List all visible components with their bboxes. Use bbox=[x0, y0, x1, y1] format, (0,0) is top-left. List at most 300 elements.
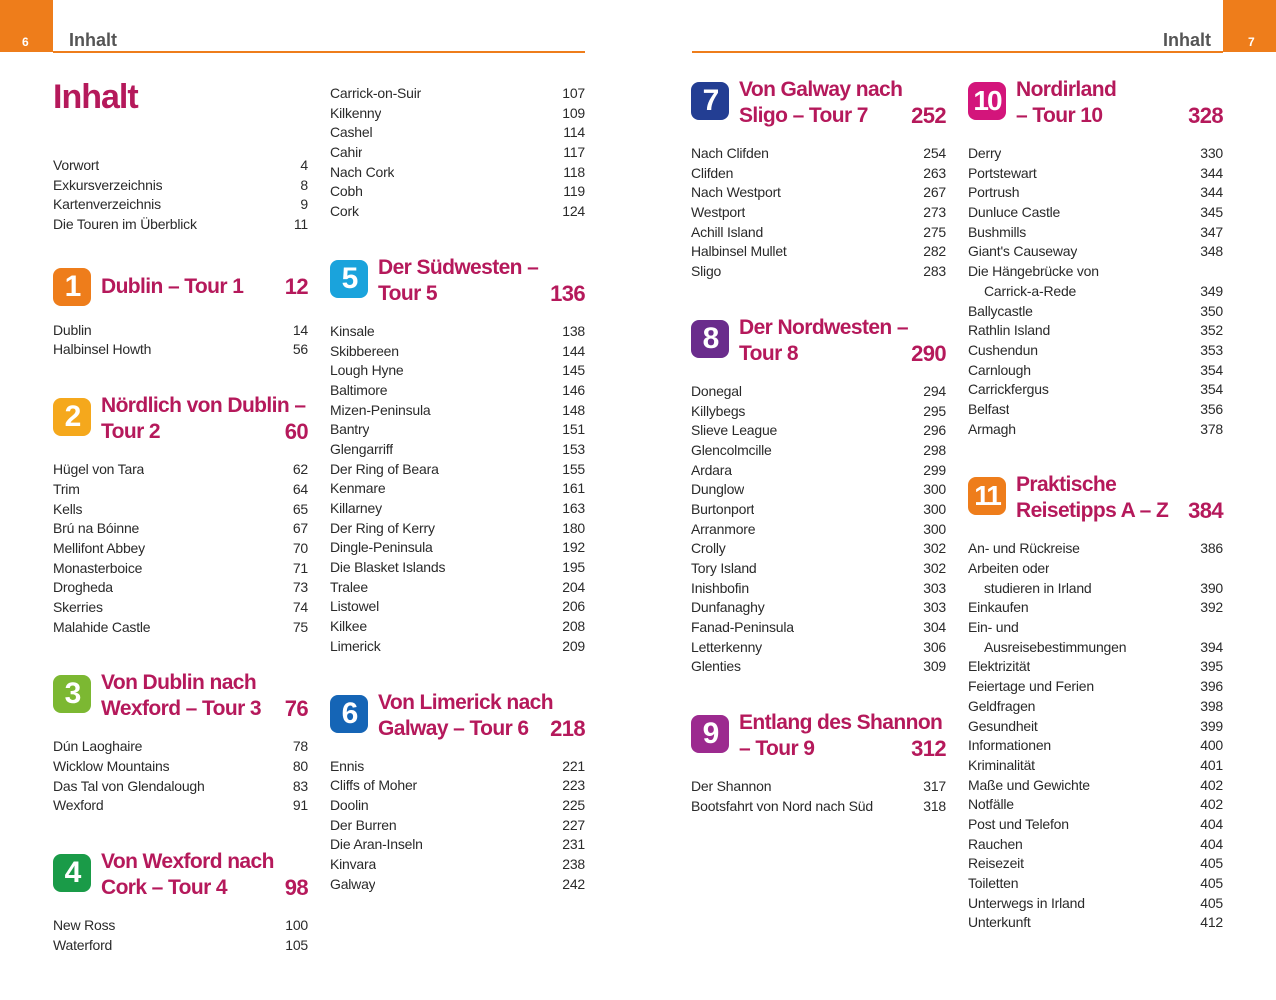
entry-page: 71 bbox=[292, 559, 308, 576]
header-rule-left bbox=[53, 51, 585, 53]
entry-title: Bantry bbox=[330, 421, 370, 438]
entry-title: Ballycastle bbox=[968, 302, 1033, 319]
section-title-line bbox=[101, 875, 308, 901]
toc-entry bbox=[330, 143, 585, 163]
entry-title: Der Ring of Beara bbox=[330, 460, 439, 477]
tour-number-badge: 6 bbox=[330, 695, 368, 733]
entry-page: 209 bbox=[562, 637, 585, 654]
entry-title: Nach Westport bbox=[691, 184, 781, 201]
toc-entry bbox=[691, 777, 946, 797]
entry-page: 386 bbox=[1200, 540, 1223, 557]
entry-title: Kartenverzeichnis bbox=[53, 196, 161, 213]
toc-entry bbox=[330, 479, 585, 499]
entry-title: Doolin bbox=[330, 796, 369, 813]
section-heading bbox=[53, 670, 308, 722]
entry-title: Achill Island bbox=[691, 223, 764, 240]
entry-title: Slieve League bbox=[691, 422, 778, 439]
toc-column-2 bbox=[330, 84, 585, 894]
entry-title: Bushmills bbox=[968, 223, 1027, 240]
toc-entry bbox=[968, 894, 1223, 914]
section-title-text: Tour 2 bbox=[101, 420, 161, 444]
entry-page: 14 bbox=[292, 321, 308, 338]
entry-title: Armagh bbox=[968, 420, 1016, 437]
section-heading bbox=[968, 472, 1223, 524]
entry-page: 318 bbox=[923, 797, 946, 814]
tour-section-8 bbox=[691, 315, 946, 677]
tour-number-badge: 1 bbox=[53, 268, 91, 306]
entry-title: Carrickfergus bbox=[968, 381, 1049, 398]
section-page: 60 bbox=[284, 419, 308, 445]
section-title-text: Dublin – Tour 1 bbox=[101, 274, 244, 298]
entry-title: Listowel bbox=[330, 598, 379, 615]
entry-title: Carrick-a-Rede bbox=[984, 282, 1077, 299]
entry-page: 83 bbox=[292, 777, 308, 794]
entry-title: Das Tal von Glendalough bbox=[53, 777, 205, 794]
tour-number-badge: 5 bbox=[330, 260, 368, 298]
entry-title: Reisezeit bbox=[968, 855, 1024, 872]
entry-title: Geldfragen bbox=[968, 697, 1036, 714]
toc-entry bbox=[330, 420, 585, 440]
entry-title: Ardara bbox=[691, 461, 732, 478]
entry-page: 105 bbox=[285, 936, 308, 953]
entry-title: Vorwort bbox=[53, 157, 100, 173]
section-title-line bbox=[1016, 103, 1223, 129]
entry-page: 303 bbox=[923, 579, 946, 596]
section-page: 312 bbox=[911, 736, 946, 762]
toc-entry bbox=[691, 441, 946, 461]
toc-entry bbox=[53, 480, 308, 500]
entry-title: Kilkenny bbox=[330, 104, 382, 121]
toc-column-1 bbox=[53, 80, 308, 955]
toc-entry bbox=[330, 499, 585, 519]
entry-title: Die Blasket Islands bbox=[330, 559, 446, 576]
toc-entry bbox=[330, 855, 585, 875]
toc-entry bbox=[53, 195, 308, 215]
entry-title: Monasterboice bbox=[53, 559, 143, 576]
entry-title: Cashel bbox=[330, 124, 373, 141]
entry-page: 396 bbox=[1200, 678, 1223, 695]
entry-title: Sligo bbox=[691, 263, 722, 280]
entry-page: 295 bbox=[923, 402, 946, 419]
entry-title: Kinsale bbox=[330, 322, 375, 339]
entry-page: 275 bbox=[923, 223, 946, 240]
section-page: 328 bbox=[1188, 103, 1223, 128]
entry-page: 138 bbox=[562, 322, 585, 339]
entry-title: Waterford bbox=[53, 936, 113, 953]
tour-section-3 bbox=[53, 670, 308, 816]
entry-page: 390 bbox=[1200, 579, 1223, 596]
entry-title: Inishbofin bbox=[691, 579, 749, 596]
section-title-text: Cork – Tour 4 bbox=[101, 876, 228, 900]
toc-entry bbox=[330, 519, 585, 539]
entry-page: 75 bbox=[292, 618, 308, 635]
toc-entry bbox=[330, 538, 585, 558]
toc-entry bbox=[968, 559, 1223, 579]
toc-entry bbox=[968, 341, 1223, 361]
toc-entry bbox=[691, 262, 946, 282]
section-heading bbox=[330, 255, 585, 307]
running-header-left: Inhalt bbox=[69, 30, 117, 50]
section-title-line: Nördlich von Dublin – bbox=[101, 394, 306, 418]
entry-title: Kriminalität bbox=[968, 756, 1035, 773]
section-title bbox=[739, 710, 946, 762]
tour-number-badge: 8 bbox=[691, 320, 729, 358]
entry-title: Kenmare bbox=[330, 480, 386, 497]
toc-entry bbox=[968, 262, 1223, 282]
entry-title: studieren in Irland bbox=[984, 579, 1092, 596]
entry-title: Dingle-Peninsula bbox=[330, 539, 433, 556]
entry-title: Galway bbox=[330, 875, 376, 892]
entry-title: Unterkunft bbox=[968, 914, 1031, 931]
toc-entry bbox=[53, 559, 308, 579]
toc-entry bbox=[330, 361, 585, 381]
entry-page: 282 bbox=[923, 243, 946, 260]
entry-page: 62 bbox=[292, 461, 308, 478]
entry-title: Cushendun bbox=[968, 341, 1038, 358]
toc-entry bbox=[968, 618, 1223, 638]
entry-title: Arbeiten oder bbox=[968, 560, 1050, 576]
entry-title: Die Aran-Inseln bbox=[330, 836, 423, 853]
entry-title: Tory Island bbox=[691, 560, 757, 576]
entry-title: Derry bbox=[968, 145, 1002, 161]
entry-page: 192 bbox=[562, 539, 585, 556]
toc-entry bbox=[968, 400, 1223, 420]
section-page: 384 bbox=[1188, 498, 1223, 524]
entry-title: Skibbereen bbox=[330, 342, 399, 359]
entry-page: 78 bbox=[292, 738, 308, 755]
entry-title: Glengarriff bbox=[330, 440, 393, 457]
page-number-tab-right bbox=[1223, 0, 1276, 52]
entry-page: 109 bbox=[562, 104, 585, 121]
entry-title: Feiertage und Ferien bbox=[968, 678, 1094, 695]
tour-number-badge: 2 bbox=[53, 398, 91, 436]
entry-page: 56 bbox=[292, 341, 308, 358]
section-title bbox=[378, 255, 585, 307]
section-title-line bbox=[739, 103, 946, 129]
entry-page: 296 bbox=[923, 422, 946, 439]
toc-entry bbox=[691, 797, 946, 817]
toc-entry bbox=[53, 340, 308, 360]
toc-entry bbox=[968, 164, 1223, 184]
entry-page: 231 bbox=[562, 836, 585, 853]
toc-entry bbox=[968, 717, 1223, 737]
entry-page: 294 bbox=[923, 382, 946, 399]
entry-title: Wexford bbox=[53, 797, 104, 814]
toc-entry bbox=[330, 182, 585, 202]
toc-entry bbox=[968, 203, 1223, 223]
toc-entry bbox=[330, 578, 585, 598]
section-title-text: Wexford – Tour 3 bbox=[101, 697, 261, 721]
toc-entry bbox=[53, 578, 308, 598]
toc-entry bbox=[691, 402, 946, 422]
toc-entry bbox=[968, 302, 1223, 322]
toc-entry bbox=[968, 756, 1223, 776]
entry-page: 405 bbox=[1200, 894, 1223, 911]
entry-page: 302 bbox=[923, 540, 946, 557]
entry-page: 401 bbox=[1200, 756, 1223, 773]
entry-title: Gesundheit bbox=[968, 717, 1038, 734]
entry-title: Cork bbox=[330, 203, 359, 220]
toc-entry bbox=[968, 795, 1223, 815]
entry-title: Letterkenny bbox=[691, 638, 762, 655]
toc-entry bbox=[330, 84, 585, 104]
section-title bbox=[101, 849, 308, 901]
tour-section-5 bbox=[330, 255, 585, 657]
entry-title: Cliffs of Moher bbox=[330, 777, 417, 794]
entry-title: Skerries bbox=[53, 598, 103, 615]
toc-entry bbox=[968, 242, 1223, 262]
entry-page: 303 bbox=[923, 599, 946, 616]
tour-section-1 bbox=[53, 268, 308, 360]
toc-entry bbox=[330, 381, 585, 401]
entry-title: Dunluce Castle bbox=[968, 204, 1061, 221]
toc-entry bbox=[691, 598, 946, 618]
toc-entry bbox=[968, 321, 1223, 341]
header-rule-right bbox=[692, 51, 1223, 53]
toc-entry bbox=[968, 697, 1223, 717]
section-title bbox=[739, 77, 946, 129]
toc-entry bbox=[968, 598, 1223, 618]
entry-page: 118 bbox=[563, 163, 585, 180]
toc-entry bbox=[691, 520, 946, 540]
page-number: 6 bbox=[22, 35, 29, 49]
section-title-text: Tour 5 bbox=[378, 281, 438, 305]
entry-title: Bootsfahrt von Nord nach Süd bbox=[691, 797, 873, 814]
entry-title: Lough Hyne bbox=[330, 362, 404, 379]
entry-title: Ennis bbox=[330, 757, 365, 774]
entry-title: Kinvara bbox=[330, 855, 377, 872]
section-title-line bbox=[378, 716, 585, 742]
toc-entry bbox=[53, 598, 308, 618]
page-number: 7 bbox=[1248, 35, 1255, 49]
toc-column-4 bbox=[968, 77, 1223, 933]
tour-section-4 bbox=[53, 849, 308, 955]
entry-page: 227 bbox=[562, 816, 585, 833]
section-title-line: Der Nordwesten – bbox=[739, 315, 908, 339]
section-page: 218 bbox=[550, 715, 585, 741]
section-heading bbox=[53, 849, 308, 901]
entry-title: Wicklow Mountains bbox=[53, 758, 170, 774]
entry-title: Rauchen bbox=[968, 835, 1023, 852]
section-title-line: Nordirland bbox=[1016, 78, 1117, 101]
section-heading bbox=[691, 315, 946, 367]
entry-title: Der Burren bbox=[330, 816, 397, 833]
entry-page: 117 bbox=[563, 144, 585, 161]
toc-entry bbox=[330, 835, 585, 855]
entry-title: Rathlin Island bbox=[968, 322, 1051, 339]
toc-entry bbox=[53, 757, 308, 777]
section-title bbox=[101, 670, 308, 722]
toc-entry bbox=[53, 321, 308, 341]
entry-page: 100 bbox=[285, 917, 308, 934]
entry-page: 107 bbox=[562, 85, 585, 101]
entry-page: 405 bbox=[1200, 855, 1223, 872]
toc-entry bbox=[968, 420, 1223, 440]
section-page: 252 bbox=[911, 103, 946, 128]
toc-entry bbox=[691, 242, 946, 262]
entry-title: Exkursverzeichnis bbox=[53, 176, 163, 193]
toc-entry bbox=[691, 144, 946, 164]
toc-entry bbox=[330, 163, 585, 183]
entry-title: Nach Clifden bbox=[691, 145, 769, 161]
toc-entry bbox=[968, 638, 1223, 658]
tour-section-9 bbox=[691, 710, 946, 816]
entry-title: Arranmore bbox=[691, 520, 756, 537]
entry-title: Unterwegs in Irland bbox=[968, 894, 1085, 911]
toc-entry bbox=[330, 460, 585, 480]
toc-entry bbox=[330, 322, 585, 342]
entry-page: 392 bbox=[1200, 599, 1223, 616]
entry-title: Fanad-Peninsula bbox=[691, 619, 794, 636]
entry-page: 70 bbox=[292, 539, 308, 556]
entry-page: 309 bbox=[923, 658, 946, 675]
toc-entry bbox=[330, 558, 585, 578]
toc-entry bbox=[691, 461, 946, 481]
entry-title: Halbinsel Howth bbox=[53, 341, 152, 358]
entry-title: Informationen bbox=[968, 737, 1052, 754]
entry-title: Hügel von Tara bbox=[53, 461, 145, 478]
entry-page: 344 bbox=[1200, 184, 1223, 201]
toc-entry bbox=[691, 164, 946, 184]
toc-entry bbox=[691, 203, 946, 223]
entry-page: 67 bbox=[292, 520, 308, 537]
toc-entry bbox=[53, 539, 308, 559]
toc-entry bbox=[330, 776, 585, 796]
section-title-line bbox=[739, 736, 946, 762]
entry-page: 273 bbox=[923, 204, 946, 221]
entry-page: 400 bbox=[1200, 737, 1223, 754]
toc-entry bbox=[691, 618, 946, 638]
entry-page: 145 bbox=[562, 362, 585, 379]
entry-page: 283 bbox=[923, 263, 946, 280]
entry-page: 80 bbox=[292, 758, 308, 774]
entry-title: Ein- und bbox=[968, 619, 1019, 636]
toc-entry bbox=[330, 123, 585, 143]
entry-title: Mellifont Abbey bbox=[53, 539, 145, 556]
section-title-line bbox=[101, 419, 308, 445]
entry-page: 267 bbox=[923, 184, 946, 201]
entry-title: Baltimore bbox=[330, 381, 388, 398]
section-heading bbox=[691, 77, 946, 129]
entry-page: 153 bbox=[562, 440, 585, 457]
entry-page: 300 bbox=[923, 520, 946, 537]
toc-entry bbox=[968, 913, 1223, 933]
entry-title: Dublin bbox=[53, 321, 92, 338]
section-title-line: Von Limerick nach bbox=[378, 690, 553, 714]
section-title bbox=[1016, 77, 1223, 129]
entry-title: Portstewart bbox=[968, 164, 1037, 181]
toc-entry bbox=[53, 500, 308, 520]
section-title-text: Sligo – Tour 7 bbox=[739, 104, 868, 127]
entry-title: Nach Cork bbox=[330, 163, 395, 180]
entry-page: 206 bbox=[562, 598, 585, 615]
section-title-text: – Tour 10 bbox=[1016, 104, 1103, 127]
toc-entry bbox=[691, 480, 946, 500]
toc-entry bbox=[691, 638, 946, 658]
toc-entry bbox=[691, 382, 946, 402]
section-heading bbox=[968, 77, 1223, 129]
toc-entry bbox=[968, 282, 1223, 302]
toc-entry bbox=[968, 183, 1223, 203]
entry-page: 225 bbox=[562, 796, 585, 813]
toc-entry bbox=[968, 736, 1223, 756]
toc-entry bbox=[968, 144, 1223, 164]
toc-entry bbox=[968, 657, 1223, 677]
toc-entry bbox=[968, 380, 1223, 400]
entry-title: Limerick bbox=[330, 637, 381, 654]
tour-number-badge: 11 bbox=[968, 477, 1006, 515]
section-heading bbox=[330, 690, 585, 742]
entry-title: Kilkee bbox=[330, 618, 367, 635]
entry-page: 405 bbox=[1200, 875, 1223, 891]
entry-page: 8 bbox=[300, 176, 308, 193]
entry-title: Killybegs bbox=[691, 402, 746, 419]
entry-title: Die Touren im Überblick bbox=[53, 216, 197, 233]
toc-entry bbox=[53, 618, 308, 638]
entry-title: Elektrizität bbox=[968, 658, 1031, 675]
entry-title: Carnlough bbox=[968, 361, 1031, 378]
entry-title: Trim bbox=[53, 480, 80, 497]
tour-4-continued-entries bbox=[330, 84, 585, 222]
entry-title: Portrush bbox=[968, 184, 1020, 201]
entry-page: 4 bbox=[300, 157, 308, 173]
toc-entry bbox=[968, 539, 1223, 559]
entry-page: 299 bbox=[923, 461, 946, 478]
section-heading bbox=[53, 393, 308, 445]
entry-title: Der Shannon bbox=[691, 778, 772, 795]
entry-title: Carrick-on-Suir bbox=[330, 85, 422, 101]
section-title-text: Galway – Tour 6 bbox=[378, 716, 529, 740]
section-heading bbox=[691, 710, 946, 762]
entry-page: 298 bbox=[923, 441, 946, 458]
toc-entry bbox=[53, 936, 308, 956]
entry-title: Cahir bbox=[330, 144, 363, 161]
toc-entry bbox=[330, 104, 585, 124]
entry-page: 412 bbox=[1200, 914, 1223, 931]
entry-page: 91 bbox=[292, 797, 308, 814]
entry-page: 354 bbox=[1200, 361, 1223, 378]
section-title-line bbox=[101, 274, 308, 300]
entry-page: 404 bbox=[1200, 835, 1223, 852]
entry-page: 330 bbox=[1200, 145, 1223, 161]
section-title-line: Der Südwesten – bbox=[378, 255, 539, 279]
intro-entries bbox=[53, 156, 308, 235]
toc-entry bbox=[330, 597, 585, 617]
page-number-tab-left bbox=[0, 0, 53, 52]
entry-page: 74 bbox=[292, 598, 308, 615]
entry-title: Westport bbox=[691, 204, 746, 221]
entry-page: 350 bbox=[1200, 302, 1223, 319]
section-title bbox=[101, 274, 308, 300]
toc-entry bbox=[968, 776, 1223, 796]
entry-title: Glenties bbox=[691, 658, 741, 675]
entry-title: Post und Telefon bbox=[968, 815, 1069, 832]
entry-title: Cobh bbox=[330, 183, 363, 200]
entry-page: 124 bbox=[562, 203, 585, 220]
entry-title: Ausreisebestimmungen bbox=[984, 638, 1127, 655]
tour-number-badge: 10 bbox=[968, 82, 1006, 120]
entry-title: Crolly bbox=[691, 540, 726, 557]
toc-entry bbox=[330, 875, 585, 895]
entry-title: An- und Rückreise bbox=[968, 540, 1080, 557]
toc-entry bbox=[691, 183, 946, 203]
entry-page: 304 bbox=[923, 619, 946, 636]
toc-entry bbox=[330, 796, 585, 816]
toc-entry bbox=[968, 874, 1223, 894]
toc-column-3 bbox=[691, 77, 946, 817]
entry-title: Toiletten bbox=[968, 875, 1019, 891]
tour-number-badge: 9 bbox=[691, 715, 729, 753]
